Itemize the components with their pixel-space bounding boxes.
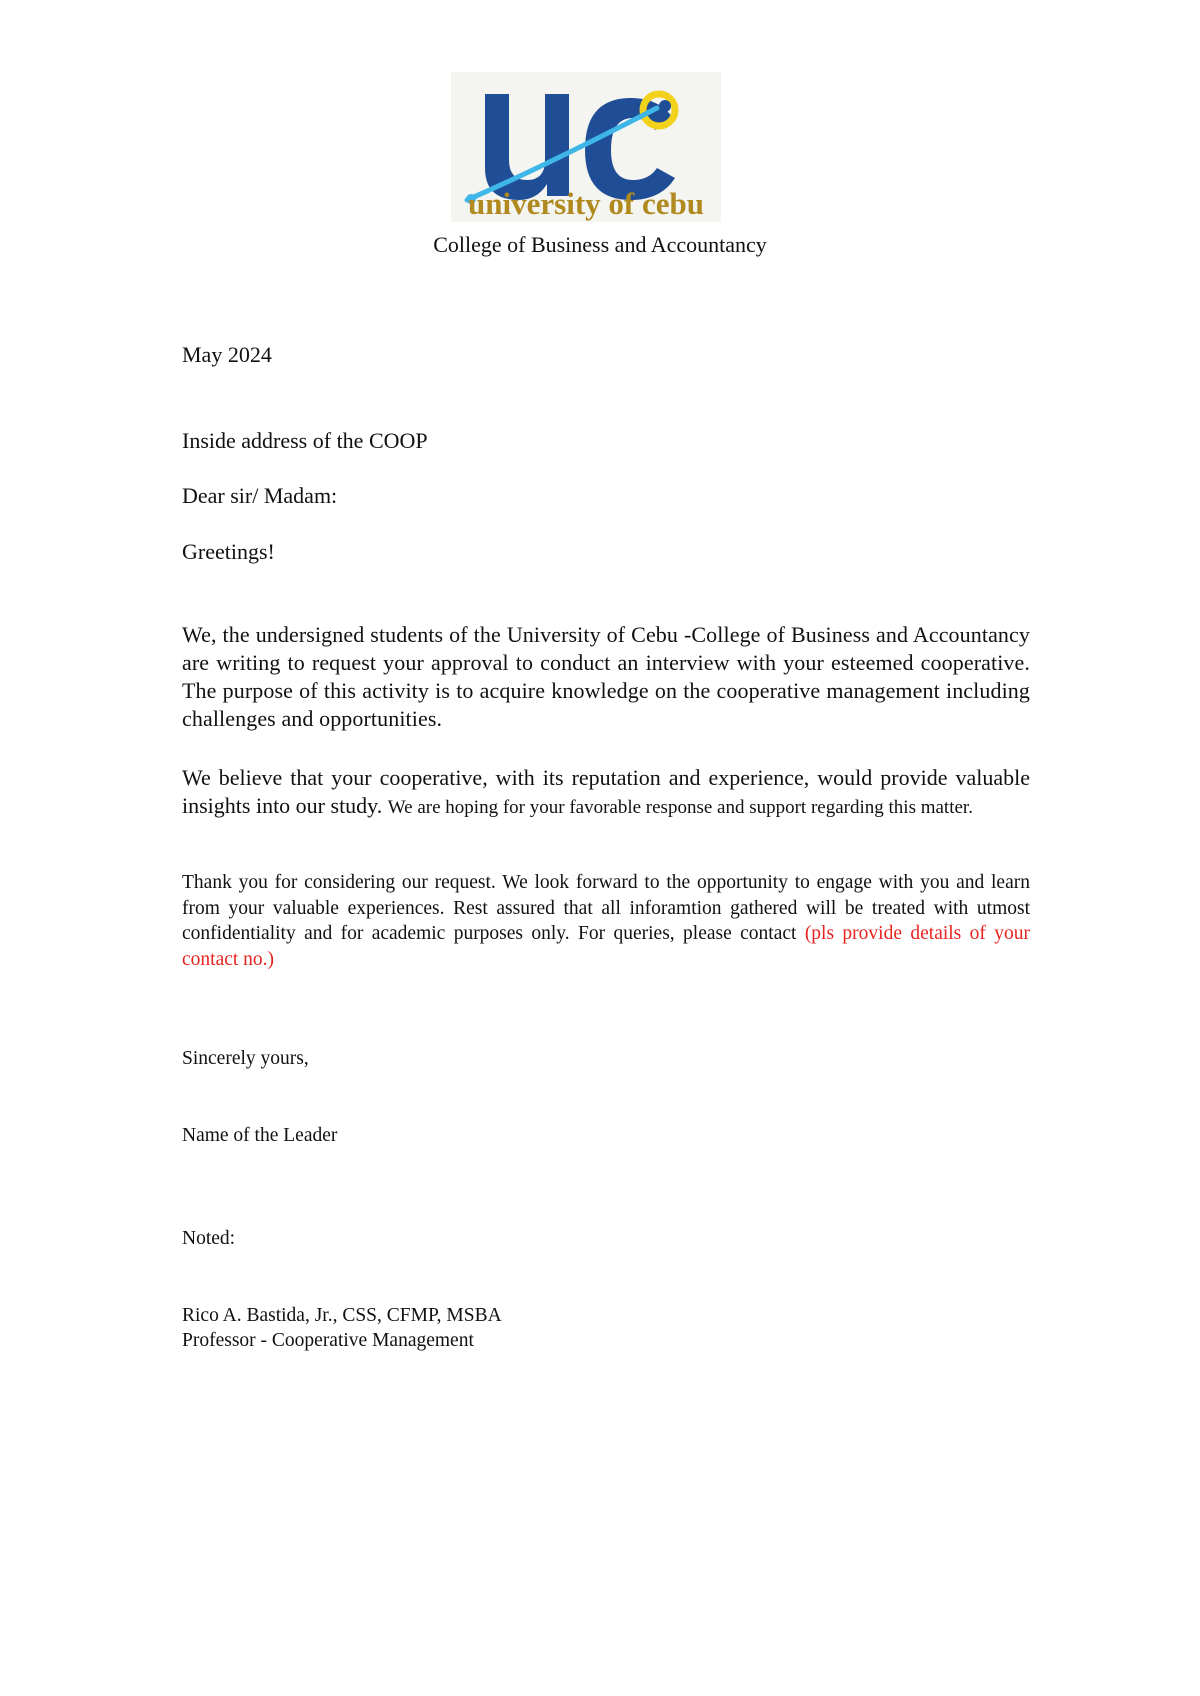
body-paragraph-3 xyxy=(182,870,1030,972)
contact-placeholder: (pls provide details of your contact no.) xyxy=(182,923,1030,970)
greeting: Greetings! xyxy=(182,539,275,564)
paragraph-3-text: Thank you for considering our request. We look forward to the opportunity to engage with you and learn from your valuable experiences. Rest assured that all inforamtion gathered will be treated with utmost confidentiality and for academic purposes only. For queries, please contact xyxy=(182,872,1030,944)
body-paragraph-2 xyxy=(182,764,1030,820)
salutation: Dear sir/ Madam: xyxy=(182,483,338,508)
university-logo xyxy=(451,72,721,222)
paragraph-2-second-sentence: We are hoping for your favorable response and support regarding this matter. xyxy=(387,797,973,818)
letter-date: May 2024 xyxy=(182,342,272,367)
closing: Sincerely yours, xyxy=(182,1048,309,1069)
leader-name: Name of the Leader xyxy=(182,1125,338,1146)
college-name: College of Business and Accountancy xyxy=(433,232,767,257)
logo-wordmark: university of cebu xyxy=(468,186,704,221)
inside-address: Inside address of the COOP xyxy=(182,428,428,453)
professor-title: Professor - Cooperative Management xyxy=(182,1330,474,1351)
body-paragraph-1: We, the undersigned students of the University of Cebu -College of Business and Accountancy are writing to request your approval to conduct an interview with your esteemed cooperative. The purpose of this activity is to acquire knowledge on the cooperative management including challenges and opportunities. xyxy=(182,622,1030,731)
paragraph-2-first-sentence: We believe that your cooperative, with its reputation and experience, would provide valuable insights into our study. xyxy=(182,765,1030,818)
professor-name: Rico A. Bastida, Jr., CSS, CFMP, MSBA xyxy=(182,1305,502,1326)
uc-logo-graphic xyxy=(451,72,721,222)
noted-label: Noted: xyxy=(182,1228,236,1249)
